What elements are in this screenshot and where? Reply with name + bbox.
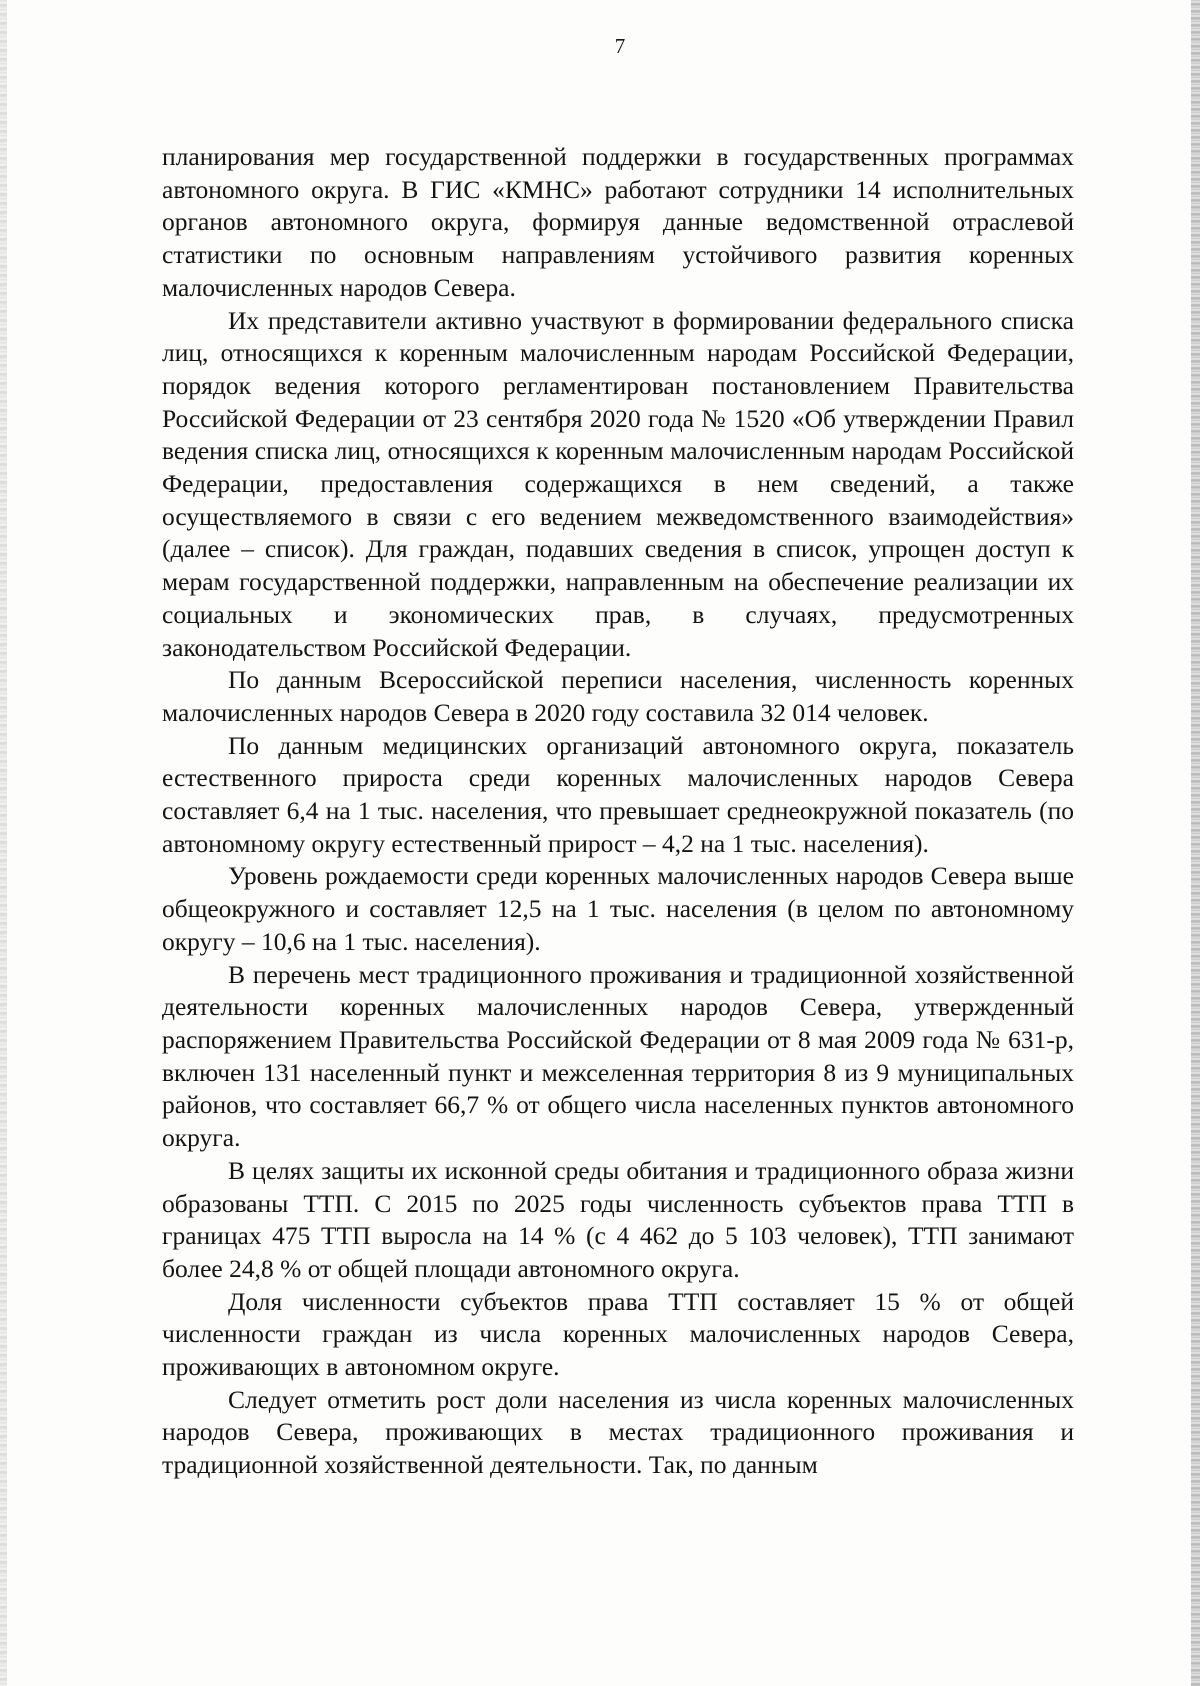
paragraph-ttp-share: Доля численности субъектов права ТТП составляет 15 % от общей численности граждан из числа коренных малочисленных народов Севера, проживающих в автономном округе. [162, 1286, 1074, 1382]
paragraph-census: По данным Всероссийской переписи населения, численность коренных малочисленных народов Севера в 2020 году составила 32 014 человек. [162, 665, 1074, 727]
paragraph-federal-list: Их представители активно участвуют в формировании федерального списка лиц, относящихся к коренным малочисленным народам Российской Федерации, порядок ведения которого регламентирован постановлением Правительства Российской Федерации от 23 сентября 2020 года № 1520 «Об утверждении Правил ведения списка лиц, относящихся к коренным малочисленным народам Российской Федерации, предоставления содержащихся в нем сведений, а также осуществляемого в связи с его ведением межведомственного взаимодействия» (далее – список). Для граждан, подавших сведения в список, упрощен доступ к мерам государственной поддержки, направленным на обеспечение реализации их социальных и экономических прав, в случаях, предусмотренных законодательством Российской Федерации. [162, 305, 1074, 662]
scan-edge-right [1191, 0, 1200, 1686]
paragraph-continuation: планирования мер государственной поддержки в государственных программах автономного округа. В ГИС «КМНС» работают сотрудники 14 исполнительных органов автономного округа, формируя данные ведомственной отраслевой статистики по основным направлениям устойчивого развития коренных малочисленных народов Севера. [162, 142, 1074, 302]
paragraph-natural-growth: По данным медицинских организаций автономного округа, показатель естественного прироста среди коренных малочисленных народов Севера составляет 6,4 на 1 тыс. населения, что превышает среднеокружной показатель (по автономному округу естественный прирост – 4,2 на 1 тыс. населения). [162, 730, 1074, 858]
paragraph-ttp: В целях защиты их исконной среды обитания и традиционного образа жизни образованы ТТП. С 2015 по 2025 годы численность субъектов права ТТП в границах 475 ТТП выросла на 14 % (с 4 462 до 5 103 человек), ТТП занимают более 24,8 % от общей площади автономного округа. [162, 1155, 1074, 1283]
paragraph-population-growth: Следует отметить рост доли населения из числа коренных малочисленных народов Севера, проживающих в местах традиционного проживания и традиционной хозяйственной деятельности. Так, по данным [162, 1384, 1074, 1480]
document-body [162, 141, 1074, 1482]
paragraph-traditional-places: В перечень мест традиционного проживания и традиционной хозяйственной деятельности коренных малочисленных народов Севера, утвержденный распоряжением Правительства Российской Федерации от 8 мая 2009 года № 631-р, включен 131 населенный пункт и межселенная территория 8 из 9 муниципальных районов, что составляет 66,7 % от общего числа населенных пунктов автономного округа. [162, 959, 1074, 1153]
scan-edge-left [0, 0, 7, 1686]
paragraph-birth-rate: Уровень рождаемости среди коренных малочисленных народов Севера выше общеокружного и составляет 12,5 на 1 тыс. населения (в целом по автономному округу – 10,6 на 1 тыс. населения). [162, 861, 1074, 956]
page-number: 7 [614, 34, 626, 58]
